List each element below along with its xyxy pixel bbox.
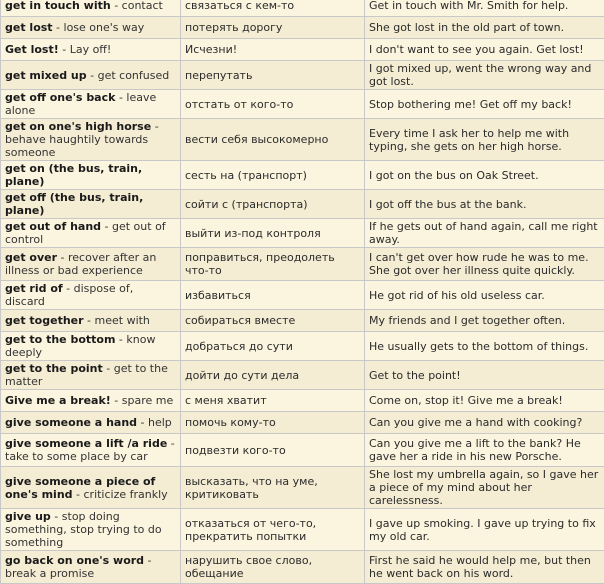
example-cell: I don't want to see you again. Get lost! bbox=[365, 39, 604, 61]
term: get together bbox=[5, 314, 84, 327]
example-cell: I can't get over how rude he was to me. She got over her illness quite quickly. bbox=[365, 248, 604, 281]
translation-cell: высказать, что на уме, критиковать bbox=[181, 467, 365, 509]
example-cell: She got lost in the old part of town. bbox=[365, 17, 604, 39]
translation-cell: связаться с кем-то bbox=[181, 0, 365, 17]
table-row bbox=[1, 361, 604, 390]
term-cell bbox=[1, 248, 181, 281]
definition: - get out of control bbox=[5, 220, 166, 246]
table-row bbox=[1, 0, 604, 17]
term: get out of hand bbox=[5, 220, 101, 233]
translation-cell: отстать от кого-то bbox=[181, 90, 365, 119]
example-cell: My friends and I get together often. bbox=[365, 310, 604, 332]
example-cell: If he gets out of hand again, call me right away. bbox=[365, 219, 604, 248]
definition: - leave alone bbox=[5, 91, 156, 117]
table-row bbox=[1, 61, 604, 90]
example-cell: Can you give me a hand with cooking? bbox=[365, 412, 604, 434]
table-row bbox=[1, 467, 604, 509]
example-cell: I got off the bus at the bank. bbox=[365, 190, 604, 219]
term-cell bbox=[1, 361, 181, 390]
table-row bbox=[1, 281, 604, 310]
table-row bbox=[1, 119, 604, 161]
term-cell bbox=[1, 0, 181, 17]
table-row bbox=[1, 161, 604, 190]
table-row bbox=[1, 390, 604, 412]
translation-cell: нарушить свое слово, обещание bbox=[181, 551, 365, 584]
example-cell: First he said he would help me, but then he went back on his word. bbox=[365, 551, 604, 584]
term-cell bbox=[1, 119, 181, 161]
term-cell bbox=[1, 467, 181, 509]
term: get to the point bbox=[5, 362, 103, 375]
translation-cell: избавиться bbox=[181, 281, 365, 310]
example-cell: He got rid of his old useless car. bbox=[365, 281, 604, 310]
definition: - behave haughtily towards someone bbox=[5, 120, 159, 159]
definition: - help bbox=[137, 416, 172, 429]
table-row bbox=[1, 39, 604, 61]
term-cell bbox=[1, 90, 181, 119]
term-cell bbox=[1, 161, 181, 190]
definition: - Lay off! bbox=[59, 43, 112, 56]
translation-cell: потерять дорогу bbox=[181, 17, 365, 39]
term-cell bbox=[1, 17, 181, 39]
term-cell bbox=[1, 190, 181, 219]
term: give someone a piece of one's mind bbox=[5, 475, 155, 501]
term-cell bbox=[1, 219, 181, 248]
table-row bbox=[1, 190, 604, 219]
definition: - spare me bbox=[111, 394, 173, 407]
table-row bbox=[1, 551, 604, 584]
table-row bbox=[1, 17, 604, 39]
table-row bbox=[1, 219, 604, 248]
translation-cell: собираться вместе bbox=[181, 310, 365, 332]
example-cell: I got on the bus on Oak Street. bbox=[365, 161, 604, 190]
example-cell: I got mixed up, went the wrong way and got lost. bbox=[365, 61, 604, 90]
example-cell: Get in touch with Mr. Smith for help. bbox=[365, 0, 604, 17]
term-cell bbox=[1, 310, 181, 332]
translation-cell: помочь кому-то bbox=[181, 412, 365, 434]
term-cell bbox=[1, 551, 181, 584]
definition: - lose one's way bbox=[53, 21, 145, 34]
term: go back on one's word bbox=[5, 554, 144, 567]
example-cell: Come on, stop it! Give me a break! bbox=[365, 390, 604, 412]
definition: - break a promise bbox=[5, 554, 152, 580]
translation-cell: перепутать bbox=[181, 61, 365, 90]
term: give someone a lift /a ride bbox=[5, 437, 167, 450]
table-row bbox=[1, 412, 604, 434]
term: Give me a break! bbox=[5, 394, 111, 407]
definition: - stop doing something, stop trying to do something bbox=[5, 510, 162, 549]
term: get off one's back bbox=[5, 91, 115, 104]
translation-cell: отказаться от чего-то, прекратить попытки bbox=[181, 509, 365, 551]
example-cell: She lost my umbrella again, so I gave her a piece of my mind about her carelessness. bbox=[365, 467, 604, 509]
definition: - dispose of, discard bbox=[5, 282, 133, 308]
term: get to the bottom bbox=[5, 333, 115, 346]
example-cell: He usually gets to the bottom of things. bbox=[365, 332, 604, 361]
translation-cell: сесть на (транспорт) bbox=[181, 161, 365, 190]
term: get lost bbox=[5, 21, 53, 34]
term: get over bbox=[5, 251, 57, 264]
translation-cell: дойти до сути дела bbox=[181, 361, 365, 390]
term: get off (the bus, train, plane) bbox=[5, 191, 143, 217]
translation-cell: выйти из-под контроля bbox=[181, 219, 365, 248]
example-cell: Every time I ask her to help me with typing, she gets on her high horse. bbox=[365, 119, 604, 161]
table-row bbox=[1, 310, 604, 332]
term-cell bbox=[1, 281, 181, 310]
term-cell bbox=[1, 434, 181, 467]
term-cell bbox=[1, 509, 181, 551]
definition: - take to some place by car bbox=[5, 437, 175, 463]
term-cell bbox=[1, 390, 181, 412]
table-row bbox=[1, 434, 604, 467]
example-cell: Stop bothering me! Get off my back! bbox=[365, 90, 604, 119]
table-body bbox=[1, 0, 604, 584]
term: give up bbox=[5, 510, 51, 523]
table-row bbox=[1, 332, 604, 361]
table-row bbox=[1, 90, 604, 119]
definition: - get confused bbox=[87, 69, 170, 82]
definition: - recover after an illness or bad experience bbox=[5, 251, 156, 277]
definition: - know deeply bbox=[5, 333, 155, 359]
term-cell bbox=[1, 61, 181, 90]
translation-cell: подвезти кого-то bbox=[181, 434, 365, 467]
term: get in touch with bbox=[5, 0, 111, 12]
table-row bbox=[1, 509, 604, 551]
term-cell bbox=[1, 412, 181, 434]
definition: - get to the matter bbox=[5, 362, 168, 388]
definition: - contact bbox=[111, 0, 163, 12]
example-cell: Can you give me a lift to the bank? He gave her a ride in his new Porsche. bbox=[365, 434, 604, 467]
term: get on one's high horse bbox=[5, 120, 151, 133]
translation-cell: Исчезни! bbox=[181, 39, 365, 61]
term: give someone a hand bbox=[5, 416, 137, 429]
example-cell: Get to the point! bbox=[365, 361, 604, 390]
table-row bbox=[1, 248, 604, 281]
term: Get lost! bbox=[5, 43, 59, 56]
translation-cell: сойти с (транспорта) bbox=[181, 190, 365, 219]
translation-cell: добраться до сути bbox=[181, 332, 365, 361]
term: get rid of bbox=[5, 282, 63, 295]
example-cell: I gave up smoking. I gave up trying to fix my old car. bbox=[365, 509, 604, 551]
term-cell bbox=[1, 332, 181, 361]
translation-cell: с меня хватит bbox=[181, 390, 365, 412]
definition: - meet with bbox=[84, 314, 150, 327]
definition: - criticize frankly bbox=[73, 488, 168, 501]
term-cell bbox=[1, 39, 181, 61]
translation-cell: вести себя высокомерно bbox=[181, 119, 365, 161]
term: get on (the bus, train, plane) bbox=[5, 162, 142, 188]
term: get mixed up bbox=[5, 69, 87, 82]
translation-cell: поправиться, преодолеть что-то bbox=[181, 248, 365, 281]
